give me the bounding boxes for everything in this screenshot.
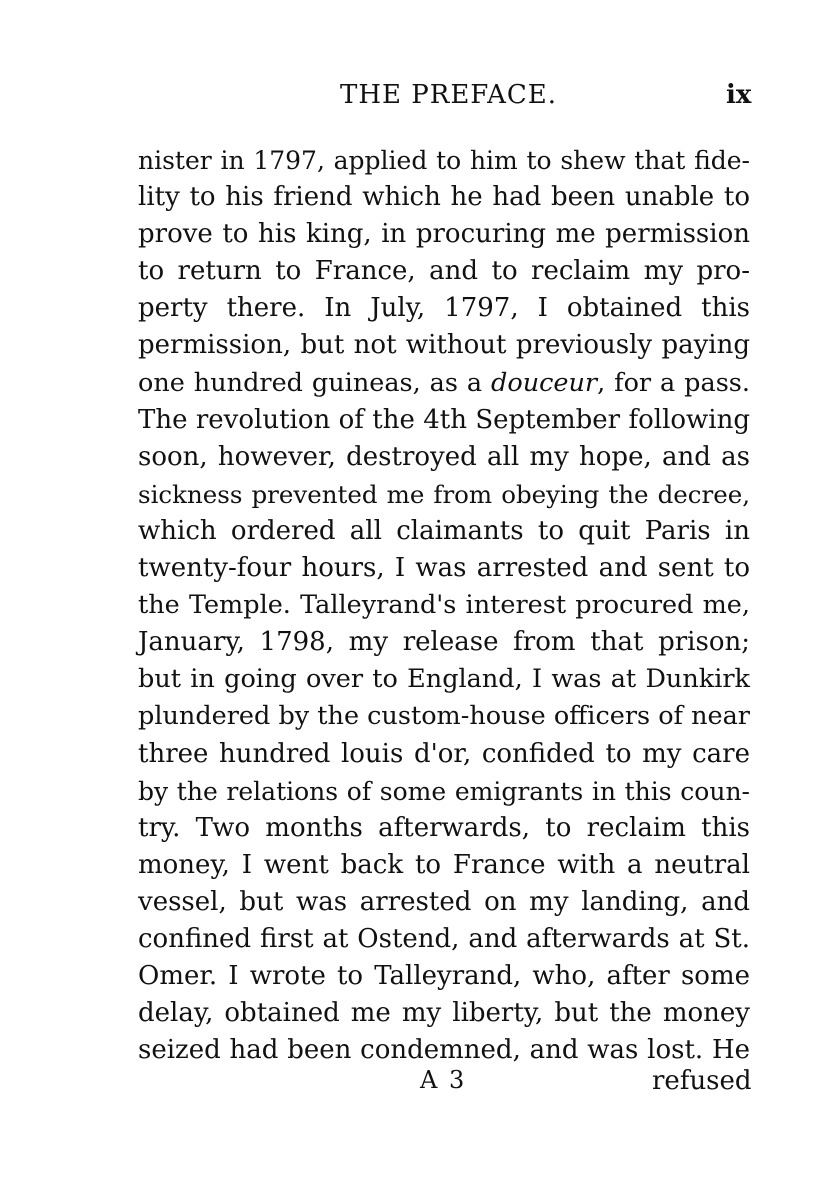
text-line: permission, but not without previously paying: [138, 330, 750, 361]
text-line: January, 1798, my release from that prison;: [138, 627, 750, 658]
text-line: plundered by the custom-house officers of near: [138, 701, 750, 732]
text-line: The revolution of the 4th September following: [138, 404, 750, 435]
text-line: which ordered all claimants to quit Paris in: [138, 515, 750, 546]
text-line: confined first at Ostend, and afterwards at St.: [138, 923, 750, 954]
text-line: to return to France, and to reclaim my pro-: [138, 256, 750, 287]
text-line: sickness prevented me from obeying the decree,: [138, 479, 750, 509]
text-line: delay, obtained me my liberty, but the money: [138, 998, 750, 1029]
text-line: one hundred guineas, as a douceur, for a pass.: [138, 367, 750, 398]
catchword: refused: [652, 1066, 752, 1096]
text-line: Omer. I wrote to Talleyrand, who, after some: [138, 961, 750, 992]
text-line: twenty-four hours, I was arrested and sent to: [138, 553, 750, 584]
text-line: perty there. In July, 1797, I obtained this: [138, 293, 750, 324]
text-line: prove to his king, in procuring me permission: [138, 219, 750, 250]
text-line: but in going over to England, I was at Dunkirk: [138, 664, 750, 695]
text-line: by the relations of some emigrants in this coun-: [138, 776, 750, 806]
text-line: vessel, but was arrested on my landing, and: [138, 886, 750, 917]
running-head-title: THE PREFACE.: [340, 80, 558, 110]
page-number: ix: [726, 80, 752, 110]
text-line: three hundred louis d'or, confided to my care: [138, 738, 750, 769]
signature-mark: A 3: [420, 1066, 467, 1094]
text-line: soon, however, destroyed all my hope, and as: [138, 441, 750, 472]
text-line: lity to his friend which he had been unable to: [138, 182, 750, 213]
italic-word: douceur: [491, 367, 598, 398]
text-line: money, I went back to France with a neutral: [138, 849, 750, 880]
body-text: [138, 142, 750, 1069]
text-line: try. Two months afterwards, to reclaim this: [138, 812, 750, 843]
text-line: nister in 1797, applied to him to shew that fide-: [138, 146, 750, 175]
text-line: the Temple. Talleyrand's interest procured me,: [138, 590, 750, 621]
text-line: seized had been condemned, and was lost. He: [138, 1035, 750, 1066]
